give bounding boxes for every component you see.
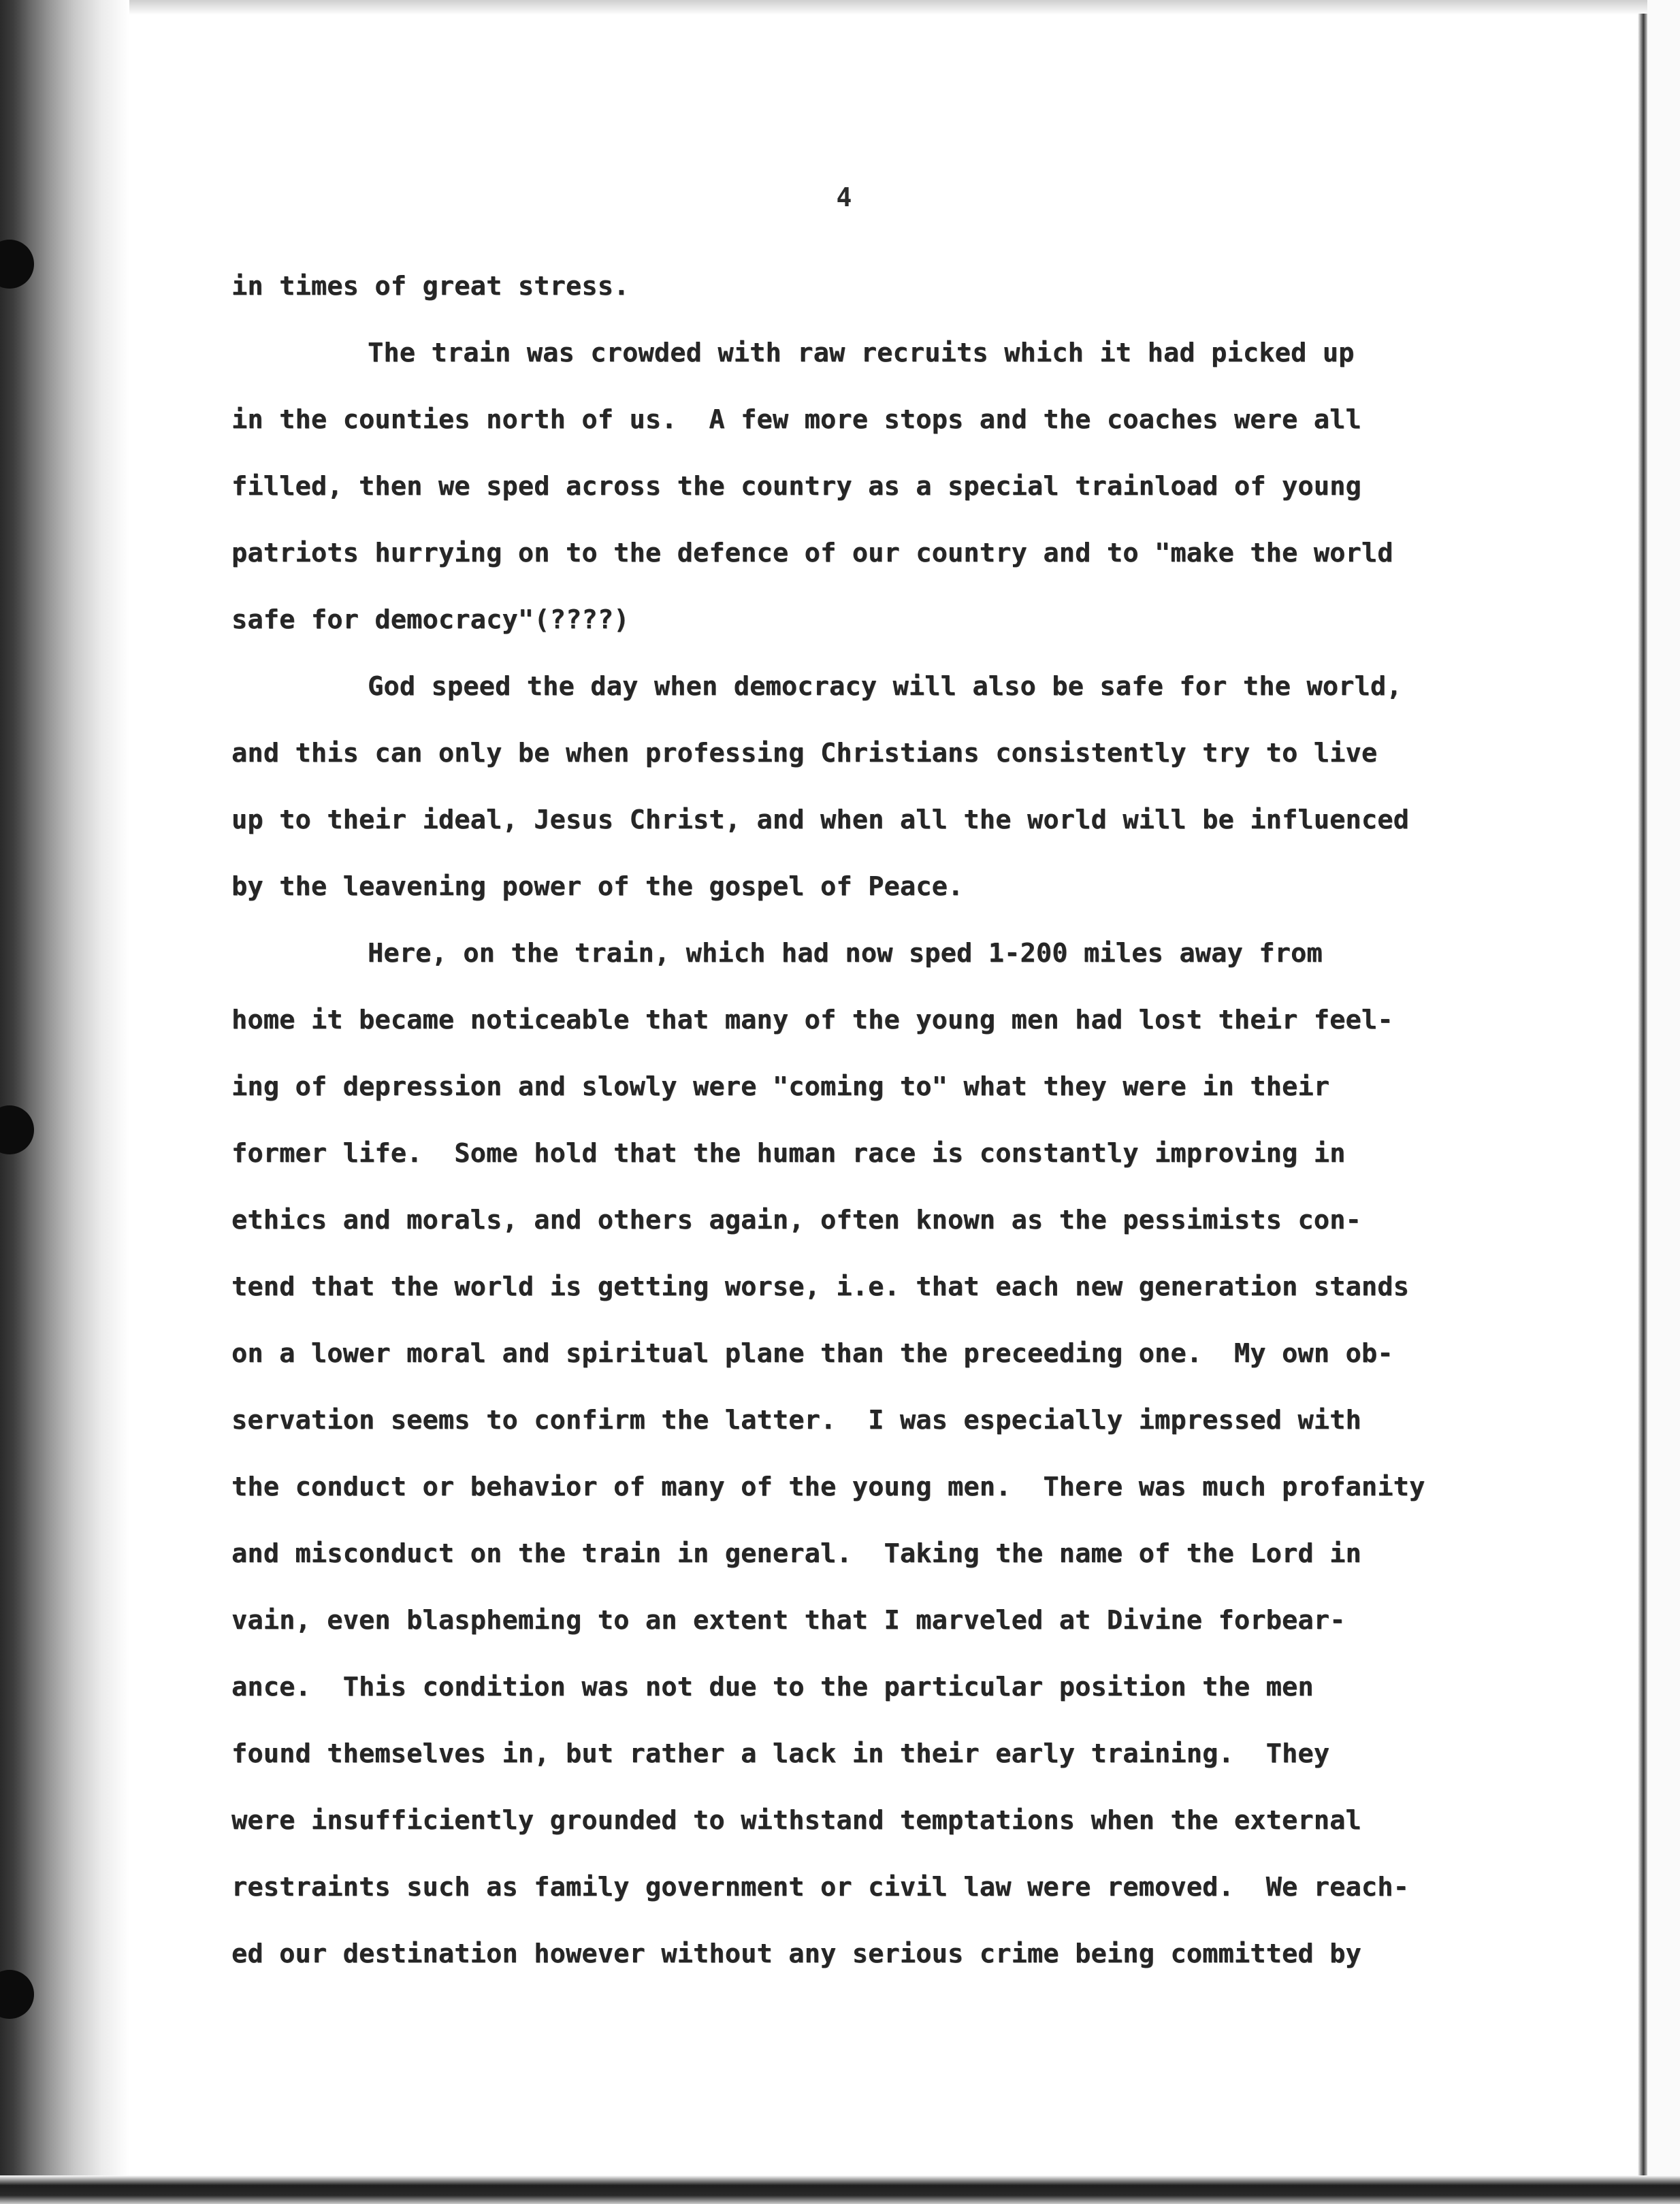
text-line: and misconduct on the train in general. Taking the name of the Lord in [231,1538,1361,1569]
text-line: in the counties north of us. A few more stops and the coaches were all [231,404,1361,435]
text-line: the conduct or behavior of many of the young men. There was much profanity [231,1472,1425,1502]
text-line: found themselves in, but rather a lack in their early training. They [231,1738,1330,1769]
typed-body-text [231,253,1525,1988]
text-line: up to their ideal, Jesus Christ, and when all the world will be influenced [231,805,1410,835]
text-line: by the leavening power of the gospel of Peace. [231,871,964,902]
text-line: patriots hurrying on to the defence of our country and to "make the world [231,538,1393,568]
scan-top-shadow [0,0,1680,15]
text-line: tend that the world is getting worse, i.e. that each new generation stands [231,1271,1410,1302]
text-line: were insufficiently grounded to withstand temptations when the external [231,1805,1361,1836]
text-line: in times of great stress. [231,271,630,302]
text-line: ed our destination however without any serious crime being committed by [231,1939,1361,1969]
text-line: former life. Some hold that the human race is constantly improving in [231,1138,1346,1169]
text-line: God speed the day when democracy will also be safe for the world, [368,671,1402,702]
text-line: restraints such as family government or civil law were removed. We reach- [231,1872,1410,1902]
page-number: 4 [836,182,852,212]
scan-binding-shadow [0,0,129,2204]
text-line: ance. This condition was not due to the particular position the men [231,1672,1314,1702]
text-line: filled, then we sped across the country as a special trainload of young [231,471,1361,502]
text-line: vain, even blaspheming to an extent that I marveled at Divine forbear- [231,1605,1346,1636]
text-line: Here, on the train, which had now sped 1-200 miles away from [368,938,1323,969]
text-line: safe for democracy"(????) [231,604,630,635]
text-line: on a lower moral and spiritual plane than the preceeding one. My own ob- [231,1338,1393,1369]
text-line: and this can only be when professing Christians consistently try to live [231,738,1378,768]
scan-bottom-edge [0,2175,1680,2204]
text-line: servation seems to confirm the latter. I was especially impressed with [231,1405,1361,1436]
scan-right-edge [1638,14,1647,2185]
scan-right-margin [1647,0,1680,2204]
text-line: home it became noticeable that many of the young men had lost their feel- [231,1005,1393,1035]
text-line: ing of depression and slowly were "coming to" what they were in their [231,1071,1330,1102]
text-line: ethics and morals, and others again, often known as the pessimists con- [231,1205,1361,1235]
text-line: The train was crowded with raw recruits which it had picked up [368,338,1355,368]
